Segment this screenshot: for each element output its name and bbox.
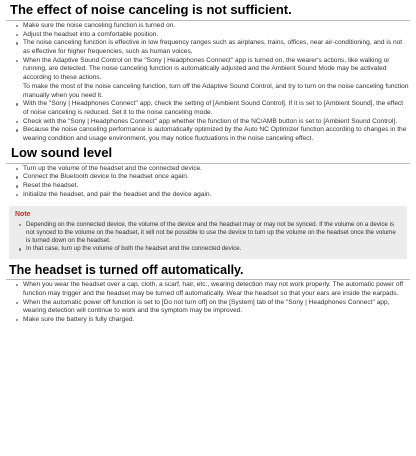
list-item: Turn up the volume of the headset and the connected device. xyxy=(16,165,410,174)
list-item: Make sure the battery is fully charged. xyxy=(16,316,410,325)
list-item: When the automatic power off function is set to [Do not turn off] on the [System] tab of the "Sony | Headphones Connect" app, wearing detection will continue to work and the symptom may be improved. xyxy=(16,299,410,316)
list-item: With the "Sony | Headphones Connect" app, check the setting of [Ambient Sound Control]. If it is set to [Ambient Sound], the effect of noise canceling is reduced. Set it to the noise canceling mode. xyxy=(16,100,410,117)
list-item: Connect the Bluetooth device to the headset once again. xyxy=(16,173,410,182)
list-item: Check with the "Sony | Headphones Connect" app whether the function of the NC/AMB button is set to [Ambient Sound Control]. xyxy=(16,118,410,127)
list-item: Reset the headset. xyxy=(16,182,410,191)
list-item: Depending on the connected device, the volume of the device and the headset may or may not be synced. If the volume on a device is not synced to the volume on the headset, it will not be possible to use the device to turn up the volume on the headset once the volume is turned down on the headset. xyxy=(19,221,401,246)
section-divider xyxy=(6,279,410,280)
section-divider xyxy=(6,163,410,164)
noise-canceling-list xyxy=(6,22,410,144)
list-item: Make sure the noise canceling function is turned on. xyxy=(16,22,410,31)
list-item: When you wear the headset over a cap, cloth, a scarf, hair, etc., wearing detection may not work properly. The automatic power off function may trigger and the headset may be turned off automatically. Wear the headset so that your ears are inside the earpads. xyxy=(16,281,410,298)
section-divider xyxy=(6,20,410,21)
section-title-noise-canceling: The effect of noise canceling is not sufficient. xyxy=(10,2,292,17)
low-sound-list xyxy=(6,165,410,200)
list-item: Because the noise canceling performance is automatically optimized by the Auto NC Optimizer function according to changes in the wearing condition and usage environment, you may notice fluctuations in the noise canceling effect. xyxy=(16,126,410,143)
list-item: Initialize the headset, and pair the headset and the device again. xyxy=(16,191,410,200)
section-title-auto-off: The headset is turned off automatically. xyxy=(9,262,244,277)
note-title: Note xyxy=(15,210,31,218)
list-item: Adjust the headset into a comfortable position. xyxy=(16,31,410,40)
list-item: The noise canceling function is effective in low frequency ranges such as airplanes, trains, offices, near air-conditioning, and is not as effective for higher frequencies, such as human voices. xyxy=(16,39,410,56)
auto-off-list xyxy=(6,281,410,325)
section-title-low-sound: Low sound level xyxy=(11,144,113,160)
list-item: When the Adaptive Sound Control on the "Sony | Headphones Connect" app is turned on, the wearer's actions, like walking or running, are detected. The noise canceling function is automatically adjusted and the Ambient Sound Mode may be activated according to these actions. To make the most of the noise canceling function, turn off the Adaptive Sound Control, and try to turn on the noise canceling function manually when you need it. xyxy=(16,57,410,101)
note-list xyxy=(15,221,401,254)
list-item: In that case, turn up the volume of both the headset and the connected device. xyxy=(19,245,401,253)
note-box xyxy=(9,206,407,259)
